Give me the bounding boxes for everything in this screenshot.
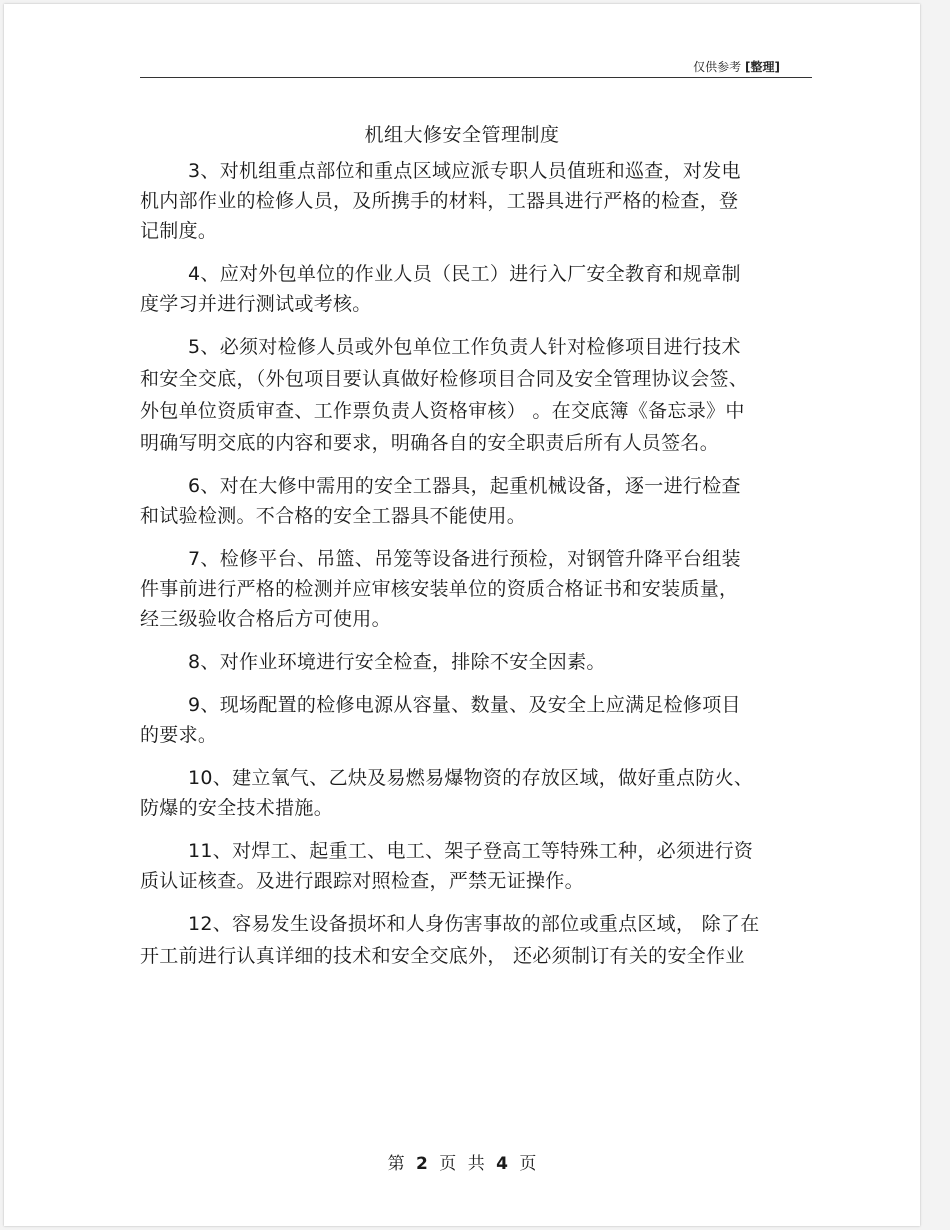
text-line: 明确写明交底的内容和要求，明确各自的安全职责后所有人员签名。 xyxy=(140,432,720,454)
text-line: 7、检修平台、吊篮、吊笼等设备进行预检，对钢管升降平台组装 xyxy=(188,548,741,570)
document-body xyxy=(140,156,800,971)
text-line: 度学习并进行测试或考核。 xyxy=(140,293,372,315)
text-line: 10、建立氧气、乙炔及易燃易爆物资的存放区域，做好重点防火、 xyxy=(188,767,754,789)
text-line: 6、对在大修中需用的安全工器具，起重机械设备，逐一进行检查 xyxy=(188,475,741,497)
document-page xyxy=(4,4,920,1226)
footer-prefix: 第 xyxy=(387,1154,405,1174)
text-line: 机内部作业的检修人员，及所携手的材料，工器具进行严格的检查，登 xyxy=(140,190,739,212)
paragraph xyxy=(140,690,800,750)
text-line: 防爆的安全技术措施。 xyxy=(140,797,334,819)
text-line: 4、应对外包单位的作业人员（民工）进行入厂安全教育和规章制 xyxy=(188,263,741,285)
text-line: 9、现场配置的检修电源从容量、数量、及安全上应满足检修项目 xyxy=(188,694,741,716)
text-line: 外包单位资质审查、工作票负责人资格审核） 。在交底簿《备忘录》中 xyxy=(140,400,745,422)
text-line: 8、对作业环境进行安全检查，排除不安全因素。 xyxy=(188,651,606,673)
paragraph xyxy=(140,544,800,634)
paragraph xyxy=(140,471,800,531)
header-rule xyxy=(140,77,812,78)
document-title: 机组大修安全管理制度 xyxy=(364,124,560,146)
paragraph xyxy=(140,763,800,823)
text-line: 3、对机组重点部位和重点区域应派专职人员值班和巡查，对发电 xyxy=(188,160,741,182)
text-line: 12、容易发生设备损坏和人身伤害事故的部位或重点区域， 除了在 xyxy=(188,913,760,935)
paragraph xyxy=(140,647,800,677)
header-tag: [整理] xyxy=(745,60,780,74)
header-note xyxy=(693,58,780,75)
text-line: 记制度。 xyxy=(140,220,218,242)
text-line: 开工前进行认真详细的技术和安全交底外， 还必须制订有关的安全作业 xyxy=(140,945,745,967)
text-line: 和试验检测。不合格的安全工器具不能使用。 xyxy=(140,505,527,527)
header-note-text: 仅供参考 xyxy=(693,60,742,74)
text-line: 11、对焊工、起重工、电工、架子登高工等特殊工种，必须进行资 xyxy=(188,840,754,862)
text-line: 件事前进行严格的检测并应审核安装单位的资质合格证书和安装质量， xyxy=(140,578,739,600)
text-line: 经三级验收合格后方可使用。 xyxy=(140,608,391,630)
paragraph xyxy=(140,156,800,246)
paragraph xyxy=(140,909,800,971)
page-footer xyxy=(4,1149,920,1174)
text-line: 和安全交底，（外包项目要认真做好检修项目合同及安全管理协议会签、 xyxy=(140,368,749,390)
footer-total-pages: 4 xyxy=(496,1154,508,1174)
paragraph xyxy=(140,332,800,458)
footer-suffix: 页 xyxy=(519,1154,537,1174)
text-line: 的要求。 xyxy=(140,724,218,746)
paragraph xyxy=(140,836,800,896)
text-line: 5、必须对检修人员或外包单位工作负责人针对检修项目进行技术 xyxy=(188,336,741,358)
footer-middle: 页 共 xyxy=(439,1154,485,1174)
footer-current-page: 2 xyxy=(416,1154,428,1174)
text-line: 质认证核查。及进行跟踪对照检查，严禁无证操作。 xyxy=(140,870,584,892)
paragraph xyxy=(140,259,800,319)
